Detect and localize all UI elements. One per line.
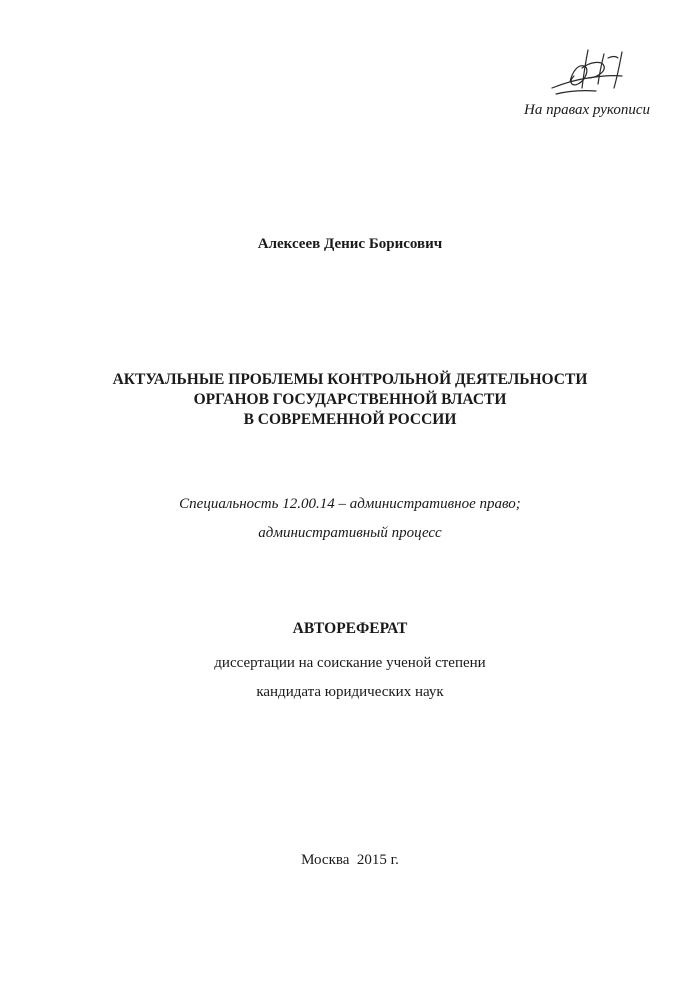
handwritten-signature <box>548 44 634 104</box>
document-type-heading: АВТОРЕФЕРАТ <box>292 620 408 637</box>
specialty-line: Специальность 12.00.14 – административное право; <box>179 496 521 512</box>
author-name: Алексеев Денис Борисович <box>257 236 443 252</box>
title-line: АКТУАЛЬНЫЕ ПРОБЛЕМЫ КОНТРОЛЬНОЙ ДЕЯТЕЛЬНОСТИ <box>112 371 588 388</box>
city-year: Москва 2015 г. <box>301 852 399 868</box>
title-line: ОРГАНОВ ГОСУДАРСТВЕННОЙ ВЛАСТИ <box>193 391 507 408</box>
degree-line: диссертации на соискание ученой степени <box>214 655 486 671</box>
title-line: В СОВРЕМЕННОЙ РОССИИ <box>243 411 457 428</box>
dissertation-title <box>0 370 700 430</box>
specialty-line: административный процесс <box>258 525 442 541</box>
manuscript-rights-note: На правах рукописи <box>524 102 650 118</box>
degree-line: кандидата юридических наук <box>256 684 444 700</box>
